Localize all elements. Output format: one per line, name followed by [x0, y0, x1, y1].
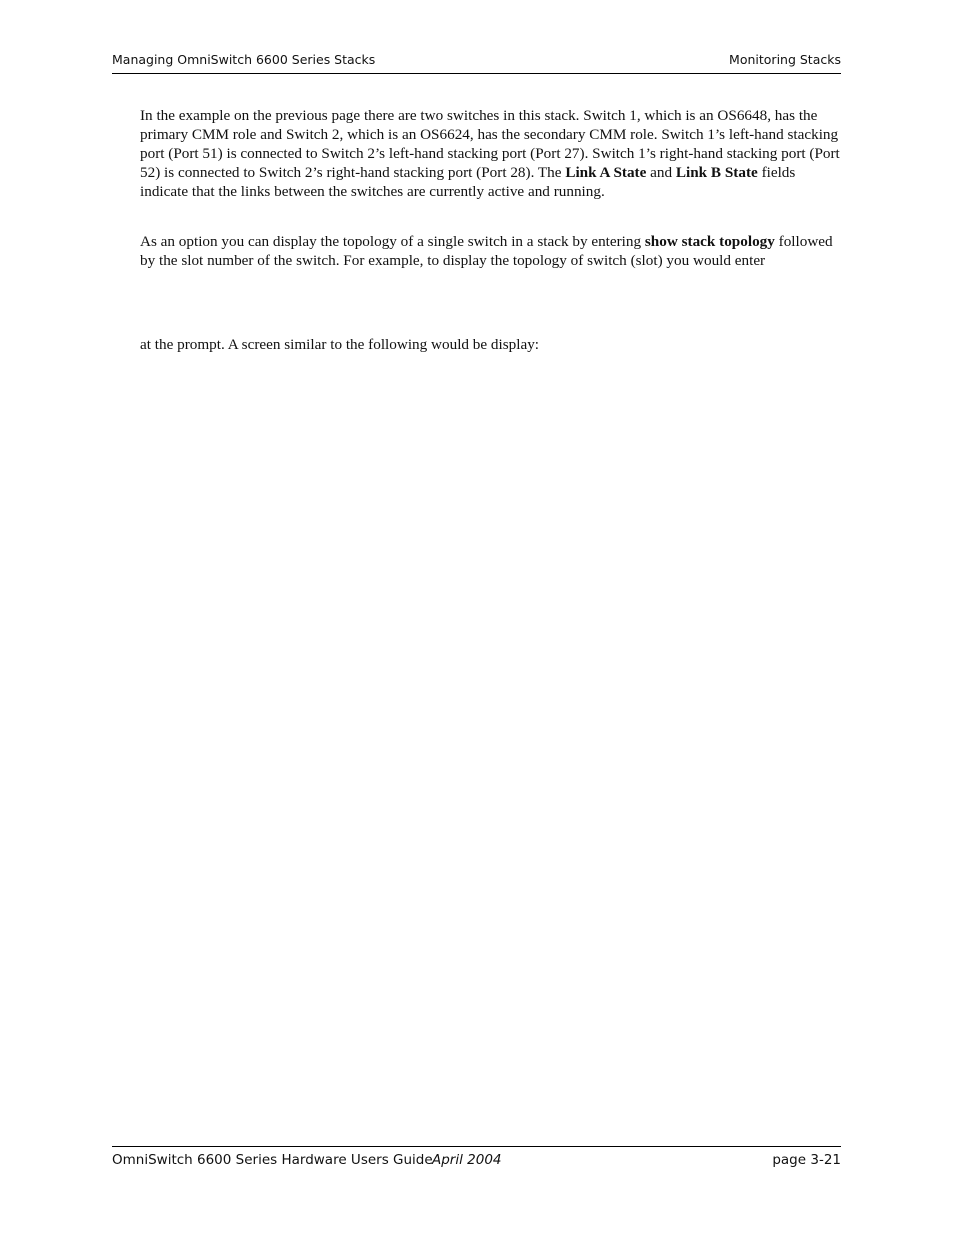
footer-date: April 2004	[432, 1152, 502, 1168]
footer-page-number: page 3-21	[772, 1152, 841, 1168]
p2-text-2: followed by the slot number of the switch. For example, to display the topology of switch (slot) you would enter	[140, 233, 833, 269]
p1-text-3: fields indicate that the links between the switches are currently active and running.	[140, 163, 796, 200]
running-footer	[112, 1146, 841, 1171]
paragraph-stack-example	[140, 107, 840, 202]
paragraph-prompt	[140, 336, 840, 355]
header-section-title: Monitoring Stacks	[729, 52, 841, 67]
running-header	[112, 51, 841, 74]
p2-bold-command: show stack topology	[644, 233, 775, 250]
paragraph-topology-option	[140, 233, 840, 271]
p1-bold-link-a-state: Link A State	[565, 163, 647, 181]
p2-text-1: As an option you can display the topology of a single switch in a stack by entering	[140, 233, 645, 250]
p3-text: at the prompt. A screen similar to the following would be display:	[140, 336, 540, 353]
header-chapter-title: Managing OmniSwitch 6600 Series Stacks	[112, 52, 376, 67]
footer-guide-title: OmniSwitch 6600 Series Hardware Users Guide	[112, 1152, 433, 1168]
p1-bold-link-b-state: Link B State	[675, 163, 758, 181]
p1-text-1: In the example on the previous page there are two switches in this stack. Switch 1, which is an OS6648, has the primary CMM role and Switch 2, which is an OS6624, has the secondary CMM role. Switch 1’s left-hand stacking port (Port 51) is connected to Switch 2’s left-hand stacking port (Port 27). Switch 1’s right-hand stacking port (Port 52) is connected to Switch 2’s right-hand stacking port (Port 28). The	[140, 107, 840, 181]
p1-text-2: and	[646, 163, 676, 181]
